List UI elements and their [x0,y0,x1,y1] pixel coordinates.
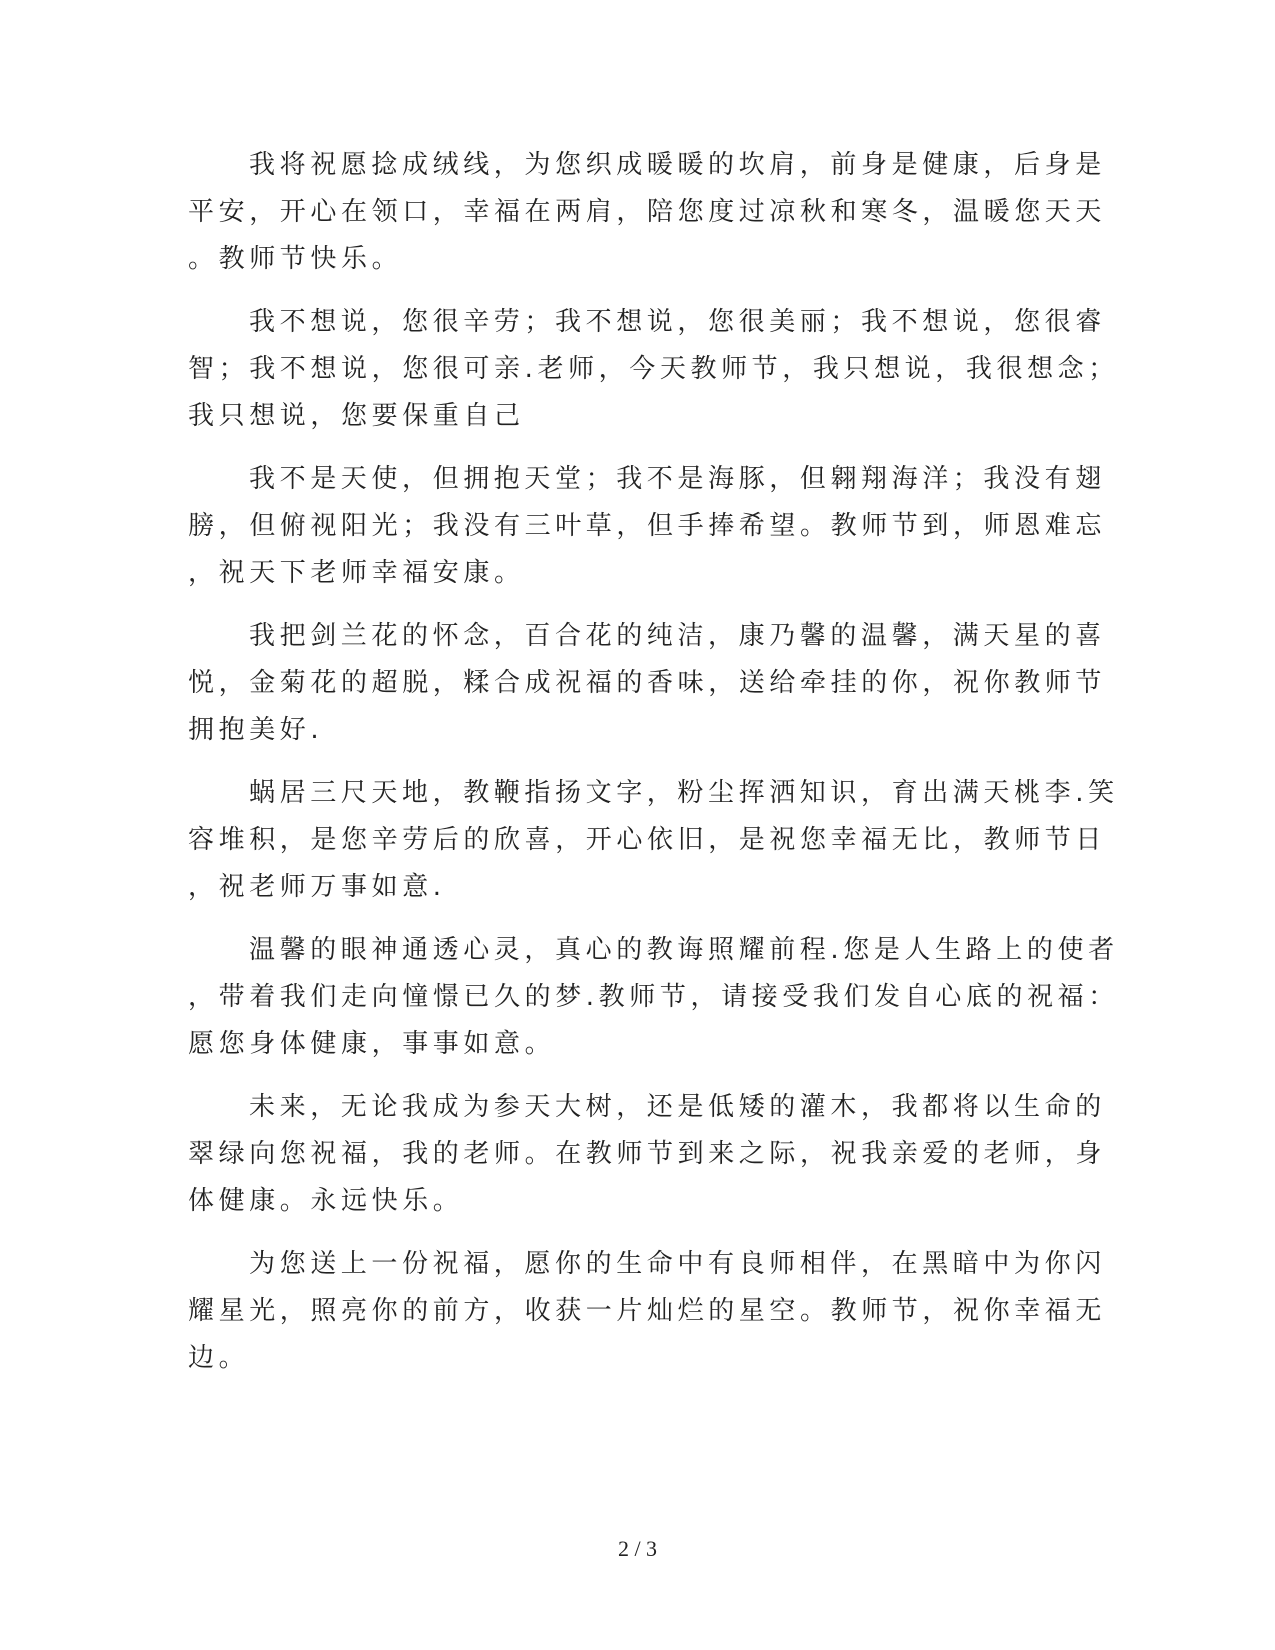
paragraph-line: ，祝老师万事如意. [188,872,446,902]
paragraph-5 [188,770,1119,911]
paragraph-line: 我把剑兰花的怀念，百合花的纯洁，康乃馨的温馨，满天星的喜 [249,621,1106,651]
paragraph-line: 。教师节快乐。 [188,244,403,274]
paragraph-line: 容堆积，是您辛劳后的欣喜，开心依旧，是祝您幸福无比，教师节日 [188,825,1107,855]
paragraph-2 [188,299,1119,440]
paragraph-4 [188,613,1107,754]
paragraph-8 [188,1241,1107,1382]
paragraph-line: 耀星光，照亮你的前方，收获一片灿烂的星空。教师节，祝你幸福无 [188,1296,1107,1326]
paragraph-line: 未来，无论我成为参天大树，还是低矮的灌木，我都将以生命的 [249,1092,1106,1122]
paragraph-line: 我只想说，您要保重自己 [188,401,525,431]
paragraph-line: 体健康。永远快乐。 [188,1186,464,1216]
paragraph-1 [188,142,1107,283]
paragraph-line: 边。 [188,1343,250,1373]
paragraph-7 [188,1084,1107,1225]
paragraph-line: 为您送上一份祝福，愿你的生命中有良师相伴，在黑暗中为你闪 [249,1249,1106,1279]
paragraph-3 [188,456,1107,597]
paragraph-line: 悦，金菊花的超脱，糅合成祝福的香味，送给牵挂的你，祝你教师节 [188,668,1107,698]
document-body [188,142,1119,1398]
paragraph-line: 蜗居三尺天地，教鞭指扬文字，粉尘挥洒知识，育出满天桃李.笑 [249,778,1119,808]
page-number: 2 / 3 [617,1536,658,1561]
paragraph-line: 温馨的眼神通透心灵，真心的教诲照耀前程.您是人生路上的使者 [249,935,1119,965]
paragraph-line: ，带着我们走向憧憬已久的梦.教师节，请接受我们发自心底的祝福： [188,982,1119,1012]
paragraph-line: 我不想说，您很辛劳；我不想说，您很美丽；我不想说，您很睿 [249,307,1106,337]
paragraph-line: 翠绿向您祝福，我的老师。在教师节到来之际，祝我亲爱的老师，身 [188,1139,1107,1169]
paragraph-line: 拥抱美好. [188,715,324,745]
paragraph-6 [188,927,1119,1068]
paragraph-line: 愿您身体健康，事事如意。 [188,1029,556,1059]
paragraph-line: 膀，但俯视阳光；我没有三叶草，但手捧希望。教师节到，师恩难忘 [188,511,1107,541]
paragraph-line: 我不是天使，但拥抱天堂；我不是海豚，但翱翔海洋；我没有翅 [249,464,1106,494]
paragraph-line: ，祝天下老师幸福安康。 [188,558,525,588]
paragraph-line: 平安，开心在领口，幸福在两肩，陪您度过凉秋和寒冬，温暖您天天 [188,197,1107,227]
paragraph-line: 智；我不想说，您很可亲.老师，今天教师节，我只想说，我很想念； [188,354,1119,384]
paragraph-line: 我将祝愿捻成绒线，为您织成暖暖的坎肩，前身是健康，后身是 [249,150,1106,180]
